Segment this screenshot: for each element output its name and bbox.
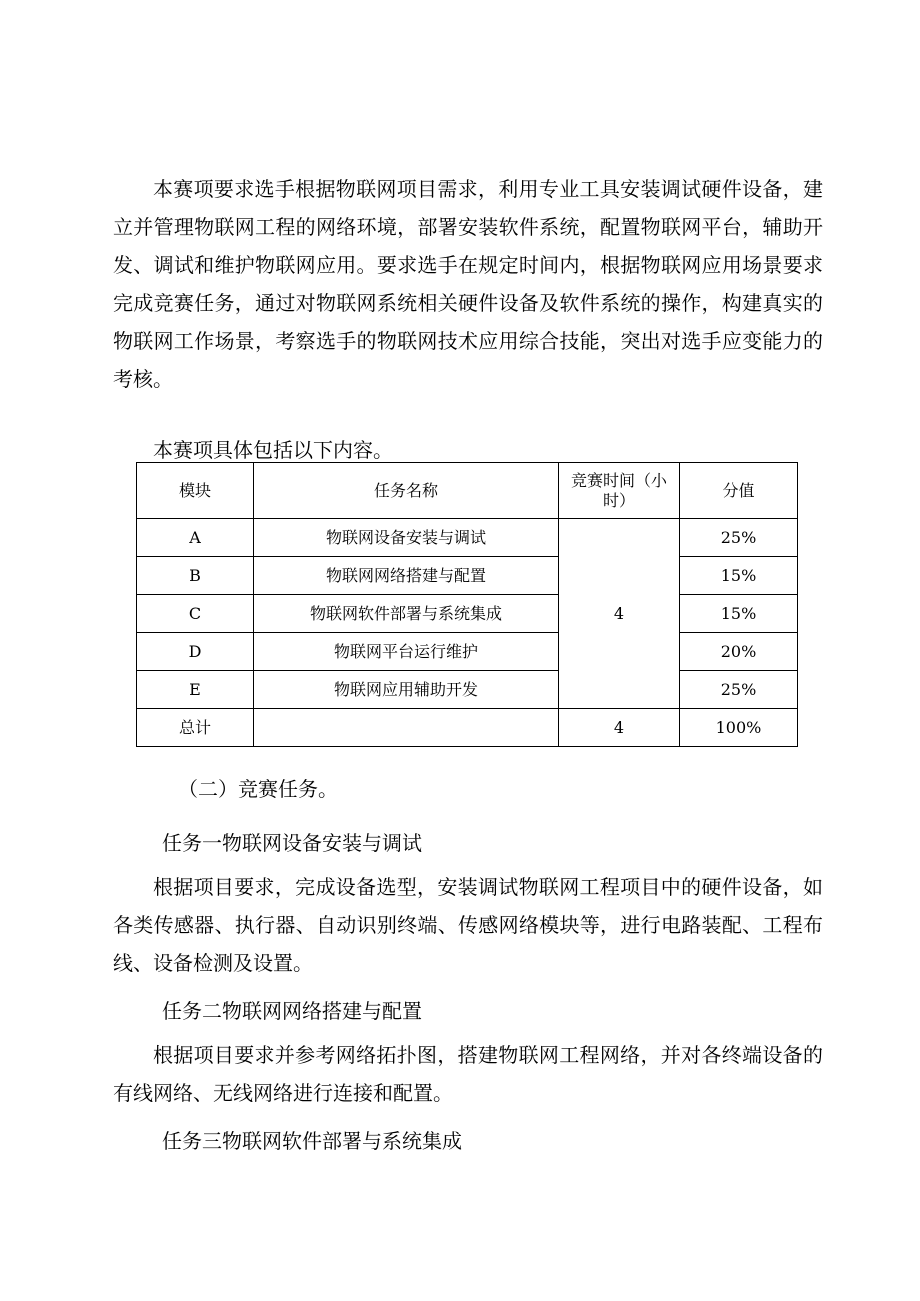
score-cell: 25%: [680, 519, 798, 557]
module-cell: B: [137, 557, 254, 595]
header-task: 任务名称: [254, 463, 559, 519]
score-cell: 15%: [680, 595, 798, 633]
task-cell: 物联网网络搭建与配置: [254, 557, 559, 595]
task-cell: 物联网设备安装与调试: [254, 519, 559, 557]
task-1-body: 根据项目要求，完成设备选型，安装调试物联网工程项目中的硬件设备，如各类传感器、执行器、自动识别终端、传感网络模块等，进行电路装配、工程布线、设备检测及设置。: [113, 875, 823, 975]
table-total-row: [137, 709, 798, 747]
table-intro: 本赛项具体包括以下内容。: [153, 438, 393, 462]
module-cell: D: [137, 633, 254, 671]
section-heading: （二）竞赛任务。: [178, 777, 338, 801]
module-cell: A: [137, 519, 254, 557]
table-row: [137, 633, 798, 671]
task-cell: 物联网平台运行维护: [254, 633, 559, 671]
table-header-row: [137, 463, 798, 519]
competition-module-table: [136, 462, 798, 747]
table-row: [137, 519, 798, 557]
intro-paragraph: 本赛项要求选手根据物联网项目需求，利用专业工具安装调试硬件设备，建立并管理物联网工程的网络环境，部署安装软件系统，配置物联网平台，辅助开发、调试和维护物联网应用。要求选手在规定时间内，根据物联网应用场景要求完成竞赛任务，通过对物联网系统相关硬件设备及软件系统的操作，构建真实的物联网工作场景，考察选手的物联网技术应用综合技能，突出对选手应变能力的考核。: [113, 177, 823, 391]
total-label-cell: 总计: [137, 709, 254, 747]
score-cell: 25%: [680, 671, 798, 709]
module-cell: E: [137, 671, 254, 709]
task-1-title: 任务一物联网设备安装与调试: [162, 831, 422, 855]
table-row: [137, 671, 798, 709]
total-task-cell: [254, 709, 559, 747]
total-score-cell: 100%: [680, 709, 798, 747]
module-cell: C: [137, 595, 254, 633]
header-module: 模块: [137, 463, 254, 519]
time-cell-merged: 4: [559, 519, 680, 709]
task-2-title: 任务二物联网网络搭建与配置: [162, 999, 422, 1023]
header-time: 竞赛时间（小时）: [559, 463, 680, 519]
score-cell: 20%: [680, 633, 798, 671]
table-row: [137, 595, 798, 633]
header-score: 分值: [680, 463, 798, 519]
task-2-body: 根据项目要求并参考网络拓扑图，搭建物联网工程网络，并对各终端设备的有线网络、无线网络进行连接和配置。: [113, 1043, 823, 1105]
total-time-cell: 4: [559, 709, 680, 747]
score-cell: 15%: [680, 557, 798, 595]
task-cell: 物联网软件部署与系统集成: [254, 595, 559, 633]
task-cell: 物联网应用辅助开发: [254, 671, 559, 709]
task-3-title: 任务三物联网软件部署与系统集成: [162, 1129, 462, 1153]
table-row: [137, 557, 798, 595]
